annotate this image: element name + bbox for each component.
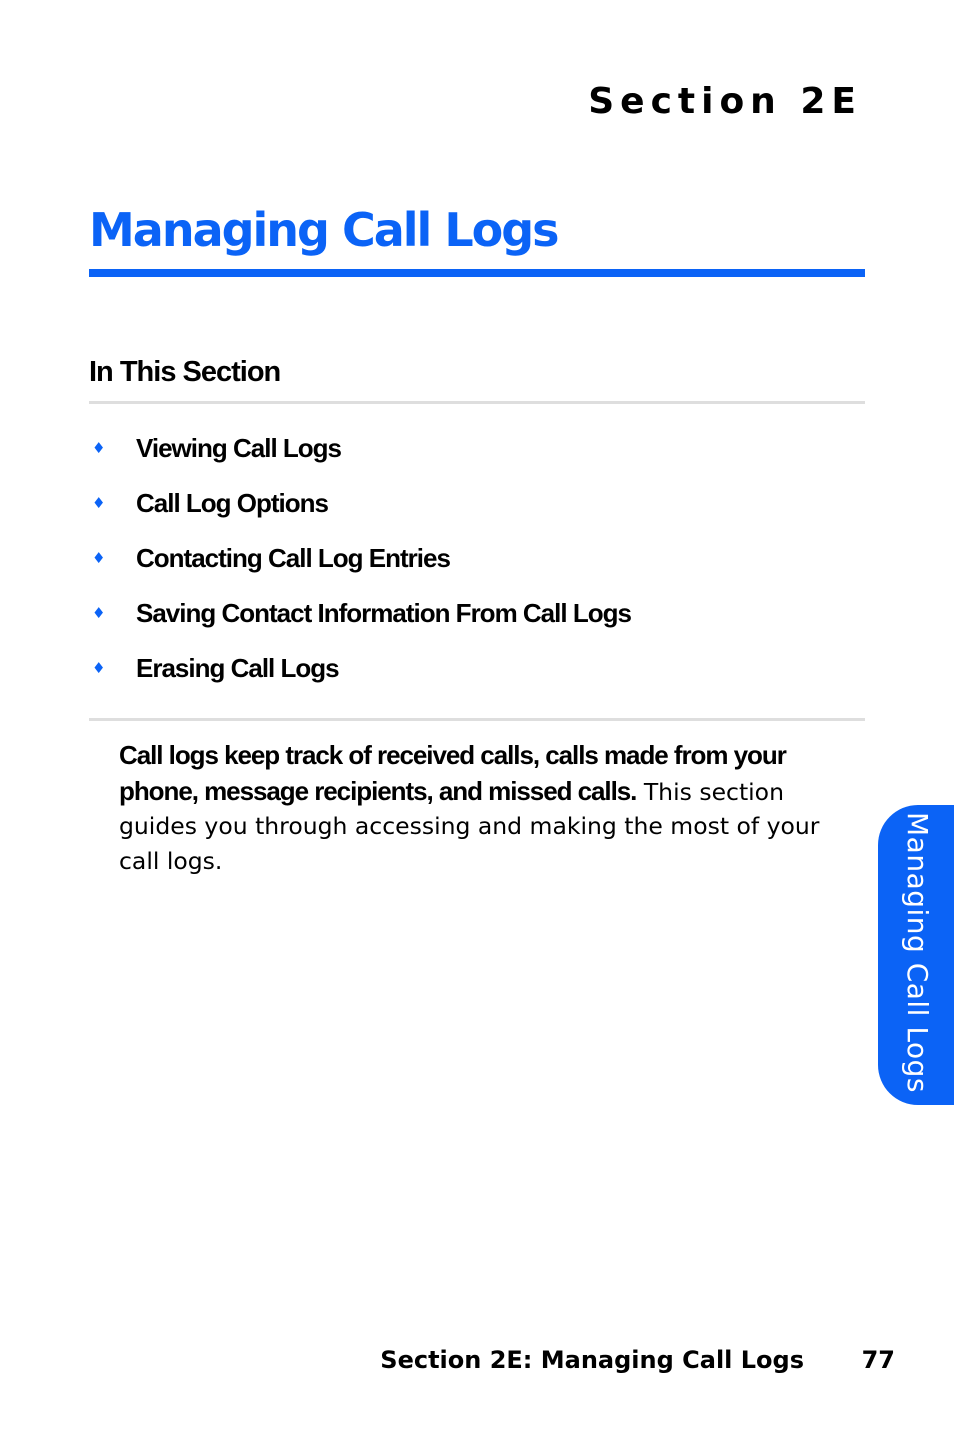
diamond-bullet-icon: ♦	[92, 604, 106, 622]
footer-running-title: Section 2E: Managing Call Logs	[380, 1346, 804, 1374]
list-item	[89, 481, 631, 536]
in-this-section-heading: In This Section	[89, 356, 281, 388]
diamond-bullet-icon: ♦	[92, 494, 106, 512]
list-item	[89, 646, 631, 701]
page-title: Managing Call Logs	[89, 203, 558, 257]
section-divider-top	[89, 401, 865, 404]
list-item-label: Call Log Options	[136, 488, 328, 518]
list-item	[89, 536, 631, 591]
diamond-bullet-icon: ♦	[92, 659, 106, 677]
diamond-bullet-icon: ♦	[92, 549, 106, 567]
title-underline	[89, 269, 865, 277]
diamond-bullet-icon: ♦	[92, 439, 106, 457]
section-contents-list	[89, 426, 631, 701]
intro-paragraph	[119, 738, 864, 878]
intro-bold-text: Call logs keep track of received calls, calls made from your phone, message recipients, and missed calls.	[119, 740, 786, 806]
list-item	[89, 426, 631, 481]
section-label: Section 2E	[588, 81, 862, 122]
list-item-label: Contacting Call Log Entries	[136, 543, 450, 573]
page-number: 77	[861, 1346, 895, 1374]
list-item-label: Viewing Call Logs	[136, 433, 342, 463]
list-item	[89, 591, 631, 646]
intro-regular-text: This section guides you through accessing and making the most of your call logs.	[119, 777, 820, 875]
side-tab-label: Managing Call Logs	[901, 812, 934, 1093]
list-item-label: Saving Contact Information From Call Logs	[136, 598, 631, 628]
section-divider-bottom	[89, 718, 865, 721]
list-item-label: Erasing Call Logs	[136, 653, 339, 683]
